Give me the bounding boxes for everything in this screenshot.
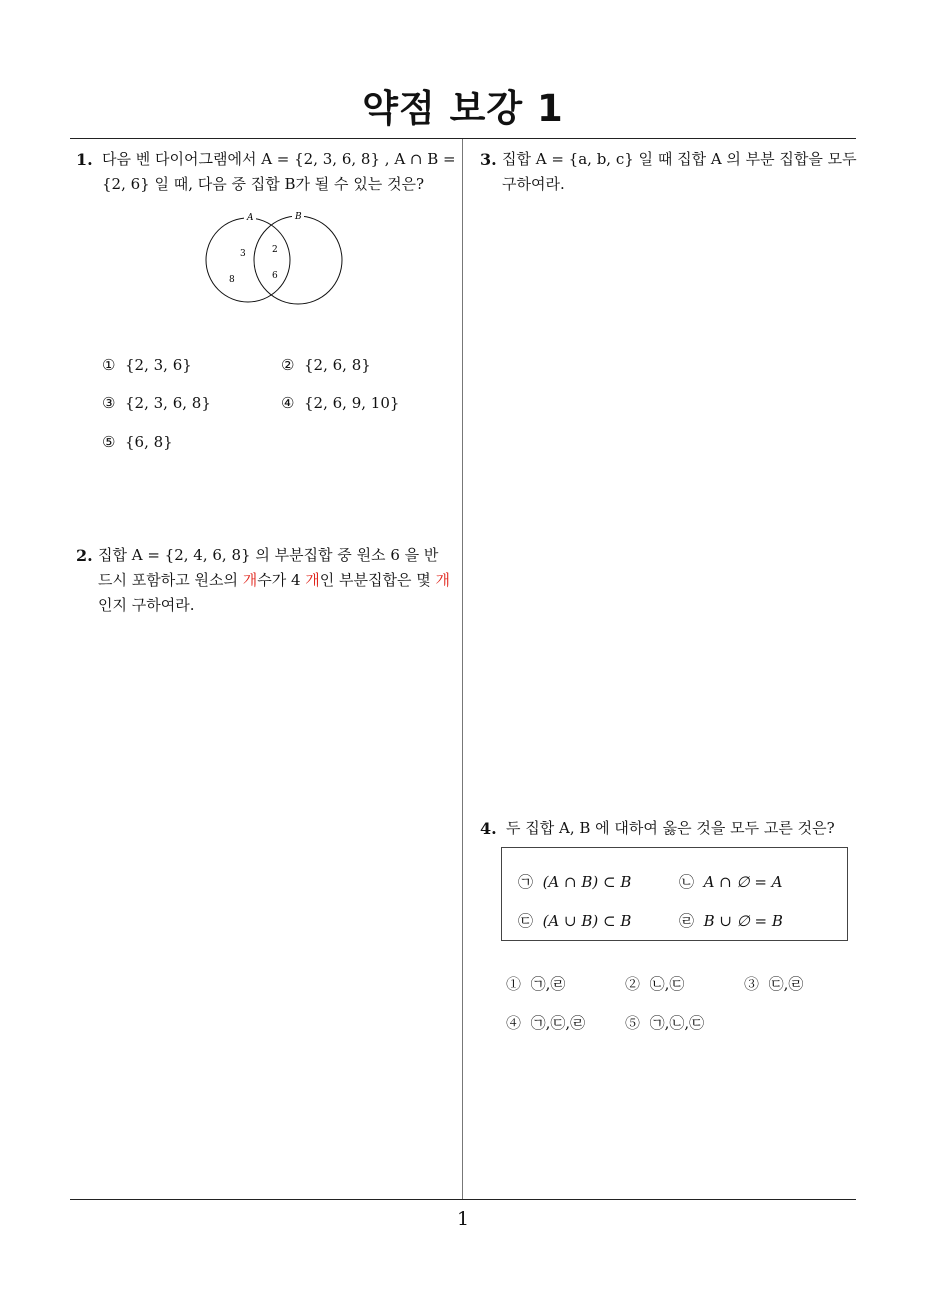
question-number: 3.	[480, 150, 497, 169]
answer-option-5[interactable]	[625, 1013, 704, 1033]
statement-mark: ㉡	[679, 873, 695, 891]
question-text-line: 집합 A = {2, 4, 6, 8} 의 부분집합 중 원소 6 을 반	[98, 546, 439, 564]
option-mark: ④	[506, 1014, 522, 1032]
question-number: 4.	[480, 819, 497, 838]
statement-4	[679, 911, 783, 931]
option-text: ㉢,㉣	[768, 975, 804, 993]
answer-option-4[interactable]	[506, 1013, 585, 1033]
statement-text: B ∪ ∅ = B	[703, 912, 783, 930]
statement-mark: ㉣	[679, 912, 695, 930]
question-2	[76, 543, 458, 618]
venn-element: 3	[240, 249, 246, 259]
answer-option-3[interactable]	[744, 974, 803, 994]
statement-mark: ㉠	[518, 873, 534, 891]
statement-mark: ㉢	[518, 912, 534, 930]
question-1	[76, 147, 458, 197]
set-b-label: B	[295, 212, 302, 222]
venn-diagram	[196, 208, 356, 313]
option-mark: ②	[625, 975, 641, 993]
column-divider	[462, 139, 463, 1200]
option-text: ㉡,㉢	[649, 975, 685, 993]
statement-1	[518, 872, 631, 892]
statement-3	[518, 911, 631, 931]
option-text: ㉠,㉡,㉢	[649, 1014, 705, 1032]
venn-element: 6	[272, 271, 278, 281]
option-mark: ③	[102, 394, 116, 412]
statement-text: A ∩ ∅ = A	[703, 873, 783, 891]
question-text-line: 집합 A = {a, b, c} 일 때 집합 A 의 부분 집합을 모두	[502, 150, 857, 168]
option-mark: ⑤	[625, 1014, 641, 1032]
bottom-divider	[70, 1199, 856, 1200]
set-b-circle	[254, 216, 342, 304]
option-mark: ④	[281, 394, 295, 412]
answer-option-1[interactable]	[102, 355, 192, 375]
question-number: 2.	[76, 546, 93, 565]
option-mark: ②	[281, 356, 295, 374]
statement-text: (A ∪ B) ⊂ B	[542, 912, 632, 930]
top-divider	[70, 138, 856, 139]
question-text-line: 인지 구하여라.	[98, 596, 195, 614]
option-mark: ③	[744, 975, 760, 993]
option-text: {2, 6, 9, 10}	[304, 394, 400, 412]
question-text-line: {2, 6} 일 때, 다음 중 집합 B가 될 수 있는 것은?	[102, 175, 425, 193]
page-number: 1	[456, 1208, 470, 1230]
set-a-label: A	[247, 213, 254, 223]
page-title: 약점 보강 1	[362, 87, 564, 130]
question-text-line: 다음 벤 다이어그램에서 A = {2, 3, 6, 8} , A ∩ B =	[102, 150, 456, 168]
option-text: {2, 6, 8}	[304, 356, 371, 374]
answer-option-2[interactable]	[625, 974, 684, 994]
question-number: 1.	[76, 150, 93, 169]
option-text: ㉠,㉢,㉣	[530, 1014, 586, 1032]
option-mark: ①	[102, 356, 116, 374]
question-text-line: 드시 포함하고 원소의 개수가 4 개인 부분집합은 몇 개	[98, 571, 451, 589]
answer-option-2[interactable]	[281, 355, 371, 375]
option-text: ㉠,㉣	[530, 975, 566, 993]
answer-option-3[interactable]	[102, 393, 211, 413]
question-text-line: 두 집합 A, B 에 대하여 옳은 것을 모두 고른 것은?	[506, 819, 835, 837]
option-text: {2, 3, 6, 8}	[125, 394, 211, 412]
option-text: {2, 3, 6}	[125, 356, 192, 374]
option-mark: ⑤	[102, 433, 116, 451]
answer-option-4[interactable]	[281, 393, 399, 413]
answer-option-5[interactable]	[102, 432, 173, 452]
answer-option-1[interactable]	[506, 974, 565, 994]
question-3	[480, 147, 862, 197]
question-text-line: 구하여라.	[502, 175, 565, 193]
venn-element: 2	[272, 245, 278, 255]
set-a-circle	[206, 218, 290, 302]
question-4	[480, 816, 862, 841]
venn-element: 8	[229, 275, 235, 285]
option-text: {6, 8}	[125, 433, 173, 451]
option-mark: ①	[506, 975, 522, 993]
statement-2	[679, 872, 783, 892]
statement-text: (A ∩ B) ⊂ B	[542, 873, 632, 891]
